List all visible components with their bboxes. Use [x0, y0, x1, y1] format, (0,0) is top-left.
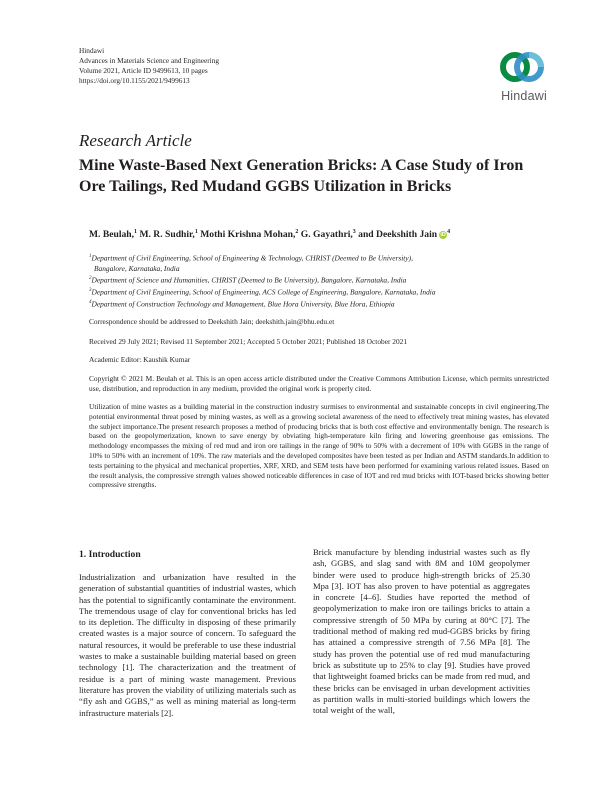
volume-line: Volume 2021, Article ID 9499613, 10 pages — [79, 66, 208, 75]
abstract-text: Utilization of mine wastes as a building material in the construction industry surmises to environmental and sustainable concepts in civil engineering.The potential environmental threat posed by mining wastes, as well as a growing societal awareness of the need to effectively treat mining wastes, has elevated the subject importance.The present research proposes a method of producing bricks that is both cost effective and environmentally benign. The research is based on the geopolymerization, known to save energy by obviating high-temperature kiln firing and lowering greenhouse gas emissions. The methodology encompasses the mixing of red mud and iron ore tailings in the range of 90% to 50% with a decrement of 10% with GGBS in the range of 10% to 50% with an increment of 10%. The raw materials and the developed composites have been tested as per Indian and ASTM standards.In addition to tests pertaining to the physical and mechanical properties, XRF, XRD, and SEM tests have been performed for examining various related issues. Based on the result analysis, the compressive strength values showed noticeable differences in case of IOT and red mud bricks with IOT-based bricks showing better compressive strengths. — [89, 402, 549, 490]
author-name: M. R. Sudhir, — [139, 229, 195, 241]
affiliation-continuation: Bangalore, Karnataka, India — [94, 263, 180, 273]
affiliation-text: Department of Science and Humanities, CHRIST (Deemed to Be University), Bangalore, Karnataka, India — [91, 275, 407, 285]
affiliation-text: Department of Civil Engineering, School of Engineering, ACS College of Engineering, Bangalore, Karnataka, India — [91, 287, 436, 297]
author-name: M. Beulah, — [89, 229, 135, 241]
author-affil-number: 2 — [295, 229, 299, 235]
author-affil-number: 1 — [194, 229, 198, 235]
affiliation-number: 4 — [89, 300, 92, 306]
body-column-left: Industrialization and urbanization have resulted in the generation of substantial quantities of industrial wastes, which has the potential to significantly contaminate the environment. The tremendous usage of clay for conventional bricks has led to its depletion. The difficulty in disposing of these primarily created wastes is a major source of concern. To safeguard the natural resources, it would be preferable to use these industrial wastes to make a sustainable building material based on green technology [1]. The characterization and the treatment of residue is a part of mining waste management. Previous literature has proven the viability of utilizing materials such as “fly ash and GGBS,” as well as mining material as long-term infrastructure materials [2]. — [79, 572, 296, 718]
article-type: Research Article — [79, 131, 192, 150]
affiliation-item — [89, 298, 549, 310]
section-heading: 1. Introduction — [79, 549, 141, 560]
author-affil-number: 1 — [134, 229, 138, 235]
doi-link[interactable]: https://doi.org/10.1155/2021/9499613 — [79, 76, 190, 85]
journal-name: Advances in Materials Science and Engineering — [79, 56, 220, 65]
affiliation-number: 1 — [89, 254, 92, 259]
logo-wordmark: Hindawi — [501, 89, 547, 103]
affiliation-item — [89, 274, 549, 286]
author-affil-number: 3 — [352, 229, 356, 235]
author-name: and Deekshith Jain — [358, 229, 438, 241]
orcid-icon[interactable]: iD — [440, 231, 446, 238]
academic-editor: Academic Editor: Kaushik Kumar — [89, 355, 191, 364]
affiliation-number: 2 — [89, 276, 92, 282]
affiliation-text: Department of Civil Engineering, School of Engineering & Technology, CHRIST (Deemed to Be University), — [91, 253, 413, 263]
body-column-right: Brick manufacture by blending industrial wastes such as fly ash, GGBS, and slag sand with 8M and 10M geopolymer binder were used to produce high-strength bricks of 25.30 Mpa [3]. IOT has also proven to have potential as aggregates in concrete [4–6]. Studies have reported the method of geopolymerization to make iron ore tailings bricks to attain a compressive strength of 50 MPa by curing at 80°C [7]. The traditional method of making red mud-GGBS bricks by firing has attained a compressive strength of 7.56 MPa [8]. The study has proven the potential use of red mud manufacturing brick as substitute up to 25% to clay [9]. Studies have proved that lightweight foamed bricks can be made from red mud, and these bricks can be envisaged in urban development activities as partition walls in multi-storied buildings which lowers the total weight of the wall, — [313, 547, 530, 716]
publication-dates: Received 29 July 2021; Revised 11 September 2021; Accepted 5 October 2021; Published 18 October 2021 — [89, 337, 408, 346]
affiliation-text: Department of Construction Technology and Management, Blue Hora University, Blue Hora, Ethiopia — [91, 299, 395, 309]
affiliation-item — [89, 252, 549, 264]
affiliation-item — [89, 286, 549, 298]
author-name: G. Gayathri, — [300, 229, 353, 241]
article-title: Mine Waste-Based Next Generation Bricks: A Case Study of Iron Ore Tailings, Red Mudand GGBS Utilization in Bricks — [79, 157, 524, 195]
author-name: Mothi Krishna Mohan, — [200, 229, 296, 241]
journal-meta — [79, 46, 379, 86]
publisher-name: Hindawi — [79, 46, 105, 55]
copyright-notice: Copyright © 2021 M. Beulah et al. This is an open access article distributed under the Creative Commons Attribution License, which permits unrestricted use, distribution, and reproduction in any medium, provided the original work is properly cited. — [89, 374, 549, 393]
author-list — [89, 229, 450, 240]
author-affil-number: 4 — [447, 229, 451, 235]
affiliation-number: 3 — [89, 288, 92, 294]
affiliations — [89, 252, 549, 310]
correspondence-line: Correspondence should be addressed to Deekshith Jain; deekshith.jain@bhu.edu.et — [89, 317, 335, 326]
